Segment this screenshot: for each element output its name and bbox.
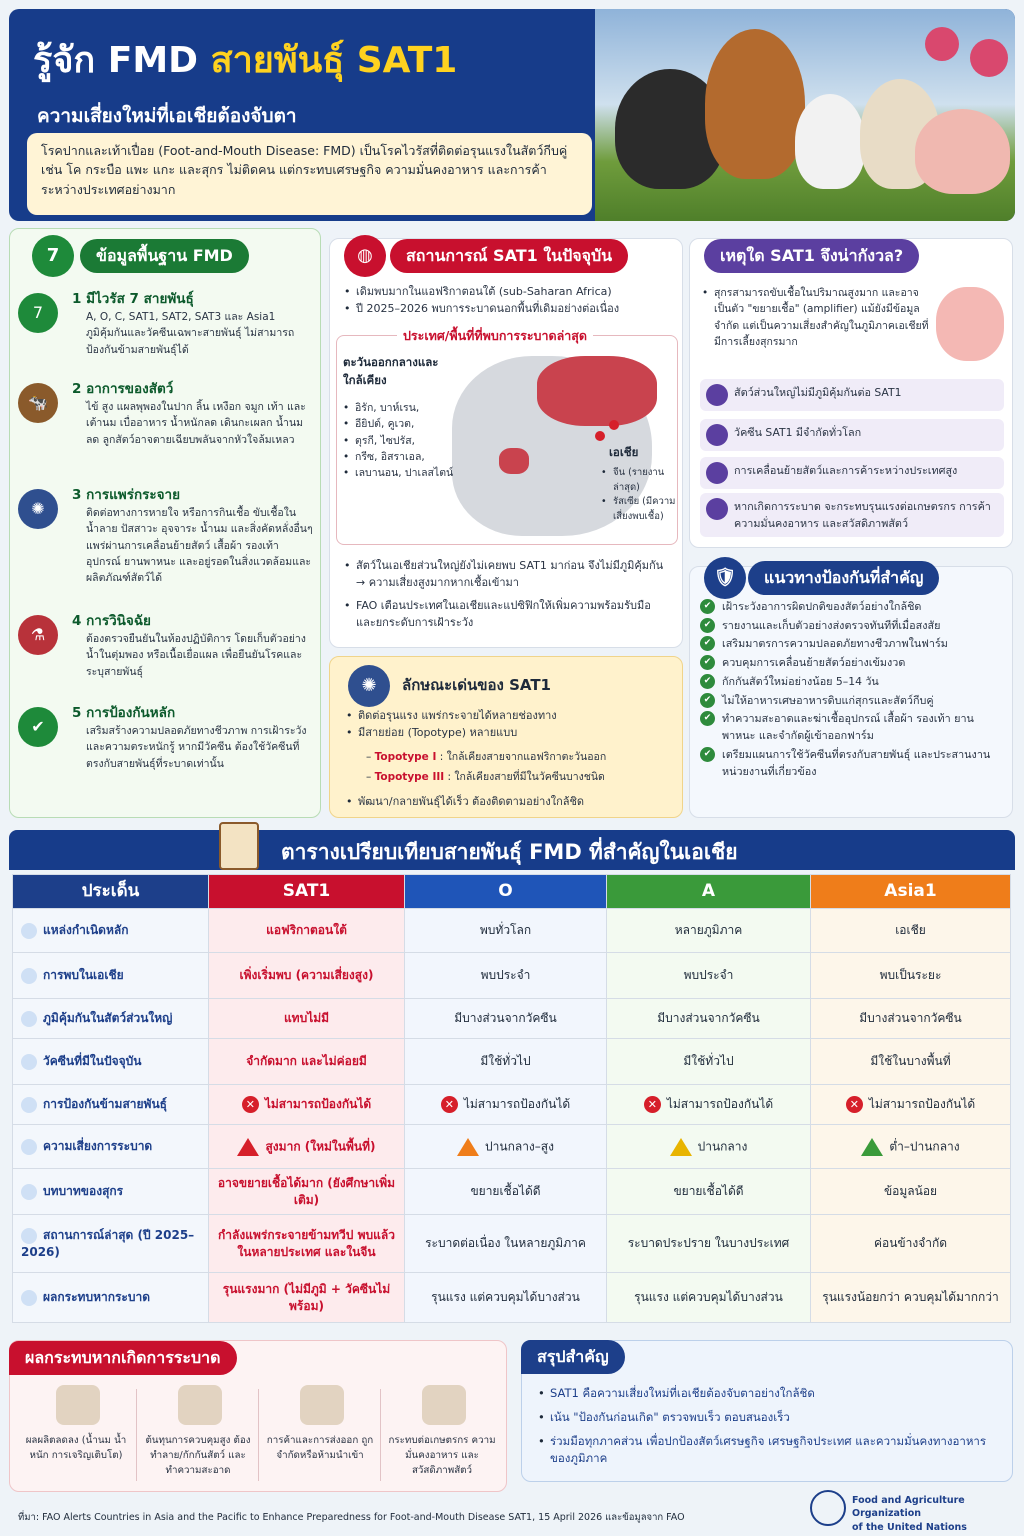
list-item: • มีสายย่อย (Topotype) หลายแบบ <box>346 724 676 741</box>
table-cell <box>607 1215 811 1273</box>
cell-text: หลายภูมิภาค <box>674 923 743 938</box>
situation-panel <box>329 238 683 648</box>
table-cell <box>607 1039 811 1085</box>
cell-text: รุนแรง แต่ควบคุมได้บางส่วน <box>431 1290 580 1305</box>
table-row <box>13 1215 1011 1273</box>
check-icon <box>21 1097 37 1113</box>
table-cell <box>405 1085 607 1125</box>
impact-item-text: การค้าและการส่งออก ถูกจำกัดหรือห้ามนำเข้า <box>266 1435 374 1462</box>
why-point <box>700 379 1004 411</box>
list-item: • ร่วมมือทุกภาคส่วน เพื่อปกป้องสัตว์เศรษฐกิจ เศรษฐกิจประเทศ และความมั่นคงทางอาหารของภูมิภาค <box>538 1433 1000 1469</box>
row-label <box>13 1085 209 1125</box>
table-cell <box>811 1125 1011 1169</box>
row-label-text: บทบาทของสุกร <box>43 1184 124 1199</box>
cell-text: ไม่สามารถป้องกันได้ <box>264 1097 372 1111</box>
x-icon: ✕ <box>242 1096 259 1113</box>
test-tube-icon: ⚗ <box>18 615 58 655</box>
cell-text: มีใช้ทั่วไป <box>480 1054 531 1069</box>
why-point-text: หากเกิดการระบาด จะกระทบรุนแรงต่อเกษตรกร การค้า ความมั่นคงอาหาร และสวัสดิภาพสัตว์ <box>734 500 991 530</box>
fao-logo-icon <box>810 1490 846 1526</box>
features-list <box>346 707 676 741</box>
situation-heading: สถานการณ์ SAT1 ในปัจจุบัน <box>390 239 628 273</box>
table-cell <box>209 1169 405 1215</box>
table-cell <box>405 1215 607 1273</box>
cell-text: แทบไม่มี <box>283 1011 330 1026</box>
table-cell <box>607 953 811 999</box>
table-row <box>13 909 1011 953</box>
table-cell <box>811 953 1011 999</box>
basics-item-text: A, O, C, SAT1, SAT2, SAT3 และ Asia1 ภูมิคุ้มกันและวัคซีนเฉพาะสายพันธุ์ ไม่สามารถป้องกันข้ามสายพันธุ์ได้ <box>86 311 295 356</box>
table-cell <box>811 1273 1011 1323</box>
x-icon: ✕ <box>644 1096 661 1113</box>
topotype-1: – Topotype I : ใกล้เคียงสายจากแอฟริกาตะวันออก <box>366 751 607 763</box>
page-title: รู้จัก FMD สายพันธุ์ SAT1 <box>33 40 458 81</box>
globe-icon <box>21 923 37 939</box>
cell-text: พบประจำ <box>683 968 734 983</box>
basics-item-text: เสริมสร้างความปลอดภัยทางชีวภาพ การเฝ้าระวัง และความตระหนักรู้ หากมีวัคซีน ต้องใช้วัคซีนที่ตรงกับสายพันธุ์ที่ระบาดเท่านั้น <box>86 725 307 770</box>
impact-item-text: ผลผลิตลดลง (น้ำนม น้ำหนัก การเจริญเติบโต) <box>25 1435 127 1462</box>
features-panel <box>329 656 683 818</box>
list-item: • กรีซ, อิสราเอล, <box>343 449 463 465</box>
impact-heading: ผลกระทบหากเกิดการระบาด <box>9 1341 237 1375</box>
middle-east-highlight <box>499 448 529 474</box>
cell-text: มีบางส่วนจากวัคซีน <box>454 1011 557 1026</box>
truck-icon <box>706 462 728 484</box>
why-point-text: วัคซีน SAT1 มีจำกัดทั่วโลก <box>734 426 862 439</box>
table-cell <box>209 999 405 1039</box>
impact-item-text: ต้นทุนการควบคุมสูง ต้องทำลาย/กักกันสัตว์ และทำความสะอาด <box>145 1435 251 1477</box>
table-cell <box>209 1085 405 1125</box>
table-cell <box>811 999 1011 1039</box>
cell-text: ระบาดประปราย ในบางประเทศ <box>627 1236 790 1251</box>
row-label-text: สถานการณ์ล่าสุด (ปี 2025–2026) <box>21 1228 195 1259</box>
list-item: ✔ เตรียมแผนการใช้วัคซีนที่ตรงกับสายพันธุ์ และประสานงานหน่วยงานที่เกี่ยวข้อง <box>700 747 1006 780</box>
list-item: ✔ เฝ้าระวังอาการผิดปกติของสัตว์อย่างใกล้ชิด <box>700 599 1006 616</box>
list-item: • สัตว์ในเอเชียส่วนใหญ่ยังไม่เคยพบ SAT1 มาก่อน จึงไม่มีภูมิคุ้มกัน → ความเสี่ยงสูงมากหากเชื้อเข้ามา <box>344 557 674 591</box>
table-cell <box>405 1125 607 1169</box>
topotype-3: – Topotype III : ใกล้เคียงสายที่มีในวัคซีนบางชนิด <box>366 771 605 783</box>
col-header: SAT1 <box>209 875 405 909</box>
why-point-text: การเคลื่อนย้ายสัตว์และการค้าระหว่างประเทศสูง <box>734 464 958 477</box>
summary-panel <box>521 1340 1013 1482</box>
row-label <box>13 1169 209 1215</box>
why-point <box>700 493 1004 537</box>
region-asia: เอเชีย <box>609 445 639 459</box>
list-item: • อียิปต์, คูเวต, <box>343 416 463 432</box>
row-label <box>13 1273 209 1323</box>
table-cell <box>209 1039 405 1085</box>
table-cell <box>405 1169 607 1215</box>
basics-item-text: ไข้ สูง แผลพุพองในปาก ลิ้น เหงือก จมูก เท้า และเต้านม เบื่ออาหาร น้ำหนักลด เดินกะเผลก น้ำนมลด ลูกสัตว์อาจตายเฉียบพลันจากหัวใจล้มเหลว <box>86 401 306 446</box>
syringe-icon <box>21 1054 37 1070</box>
row-label <box>13 999 209 1039</box>
list-item: • FAO เตือนประเทศในเอเชียและแปซิฟิกให้เพิ่มความพร้อมรับมือ และยกระดับการเฝ้าระวัง <box>344 597 674 631</box>
why-point <box>700 419 1004 451</box>
table-cell <box>607 1273 811 1323</box>
basics-item-title: 5 การป้องกันหลัก <box>72 705 176 721</box>
cell-text: รุนแรงมาก (ไม่มีภูมิ + วัคซีนไม่พร้อม) <box>222 1282 391 1313</box>
row-label-text: การป้องกันข้ามสายพันธุ์ <box>43 1097 167 1112</box>
table-row <box>13 1125 1011 1169</box>
seven-icon: 7 <box>18 293 58 333</box>
row-label <box>13 909 209 953</box>
why-text <box>702 285 930 350</box>
table-cell <box>405 999 607 1039</box>
list-item: • ตุรกี, ไซปรัส, <box>343 433 463 449</box>
clipboard-icon <box>219 822 259 870</box>
divider <box>136 1389 137 1481</box>
chart-icon <box>21 1228 37 1244</box>
row-label-text: วัคซีนที่มีในปัจจุบัน <box>43 1054 142 1069</box>
table-cell <box>209 1273 405 1323</box>
col-header: O <box>405 875 607 909</box>
table-row <box>13 1273 1011 1323</box>
page-subtitle: ความเสี่ยงใหม่ที่เอเชียต้องจับตา <box>37 105 297 127</box>
region-asia-list <box>601 466 679 525</box>
table-cell <box>607 1169 811 1215</box>
cell-text: อาจขยายเชื้อได้มาก (ยังศึกษาเพิ่มเติม) <box>217 1176 396 1207</box>
list-item: • เลบานอน, ปาเลสไตน์ <box>343 465 463 481</box>
russia-highlight <box>537 356 657 426</box>
impact-panel <box>9 1340 507 1492</box>
cell-text: ค่อนข้างจำกัด <box>873 1236 948 1251</box>
prevent-heading: แนวทางป้องกันที่สำคัญ <box>748 561 939 595</box>
table-row <box>13 1085 1011 1125</box>
table-heading-bar <box>9 830 1015 870</box>
table-cell <box>209 1215 405 1273</box>
virus-icon: ✺ <box>18 489 58 529</box>
why-heading: เหตุใด SAT1 จึงน่ากังวล? <box>704 239 919 273</box>
situation-bullets <box>344 283 674 317</box>
basics-panel <box>9 228 321 818</box>
features-heading: ลักษณะเด่นของ SAT1 <box>402 676 551 694</box>
basics-item-title: 4 การวินิจฉัย <box>72 613 151 629</box>
warning-icon <box>861 1138 883 1156</box>
col-header: ประเด็น <box>13 875 209 909</box>
warning-icon <box>457 1138 479 1156</box>
clock-icon <box>706 384 728 406</box>
outbreak-map <box>336 328 678 545</box>
cell-text: พบเป็นระยะ <box>879 968 942 983</box>
cell-text: ไม่สามารถป้องกันได้ <box>463 1097 571 1111</box>
cell-text: กำลังแพร่กระจายข้ามทวีป พบแล้วในหลายประเทศ และในจีน <box>218 1228 395 1259</box>
row-label <box>13 1039 209 1085</box>
prevent-list <box>700 599 1006 782</box>
seven-icon: 7 <box>32 235 74 277</box>
cell-text: พบประจำ <box>480 968 531 983</box>
basics-item-text: ติดต่อทางการหายใจ หรือการกินเชื้อ ขับเชื้อในน้ำลาย ปัสสาวะ อุจจาระ น้ำนม และสิ่งคัดหลั่งอื่นๆ แพร่ผ่านการเคลื่อนย้ายสัตว์ เสื้อผ้า รองเท้า อุปกรณ์ ยานพาหนะ และอยู่รอดในสิ่งแวดล้อมและผลิตภัณฑ์สัตว์ได้ <box>86 507 313 585</box>
table-cell <box>811 1039 1011 1085</box>
table-row <box>13 1169 1011 1215</box>
cell-text: จำกัดมาก และไม่ค่อยมี <box>246 1054 367 1069</box>
table-heading: ตารางเปรียบเทียบสายพันธุ์ FMD ที่สำคัญในเอเชีย <box>281 840 738 864</box>
list-item: • ติดต่อรุนแรง แพร่กระจายได้หลายช่องทาง <box>346 707 676 724</box>
list-item: • รัสเซีย (มีความเสี่ยงพบเชื้อ) <box>601 495 679 524</box>
cell-text: เพิ่งเริ่มพบ (ความเสี่ยงสูง) <box>239 968 374 983</box>
basics-item-title: 2 อาการของสัตว์ <box>72 381 174 397</box>
warning-icon <box>21 1290 37 1306</box>
cell-text: มีบางส่วนจากวัคซีน <box>859 1011 962 1026</box>
row-label-text: แหล่งกำเนิดหลัก <box>43 923 129 938</box>
divider <box>258 1389 259 1481</box>
livestock-photo <box>595 9 1015 221</box>
header-banner <box>9 9 1015 221</box>
list-item: ✔ เสริมมาตรการความปลอดภัยทางชีวภาพในฟาร์ม <box>700 636 1006 653</box>
cell-text: ปานกลาง–สูง <box>485 1139 554 1153</box>
list-item: • สุกรสามารถขับเชื้อในปริมาณสูงมาก และอาจเป็นตัว "ขยายเชื้อ" (amplifier) แม้ยังมีข้อมูลจำกัด แต่เป็นความเสี่ยงสำคัญในภูมิภาคเอเชียที่มีการเลี้ยงสุกรมาก <box>702 285 930 350</box>
why-point <box>700 457 1004 489</box>
table-cell <box>811 1215 1011 1273</box>
farmer-icon <box>422 1385 466 1425</box>
row-label-text: ผลกระทบหากระบาด <box>43 1290 151 1305</box>
pig-icon <box>936 287 1004 361</box>
list-item: • พัฒนา/กลายพันธุ์ได้เร็ว ต้องติดตามอย่างใกล้ชิด <box>346 793 676 810</box>
syringe-icon <box>706 424 728 446</box>
list-item: • อิรัก, บาห์เรน, <box>343 400 463 416</box>
row-label-text: ภูมิคุ้มกันในสัตว์ส่วนใหญ่ <box>43 1011 173 1026</box>
row-label-text: ความเสี่ยงการระบาด <box>43 1139 153 1154</box>
list-item: ✔ กักกันสัตว์ใหม่อย่างน้อย 5–14 วัน <box>700 674 1006 691</box>
list-item: • SAT1 คือความเสี่ยงใหม่ที่เอเชียต้องจับตาอย่างใกล้ชิด <box>538 1385 1000 1403</box>
milk-cow-icon <box>56 1385 100 1425</box>
list-item: ✔ ควบคุมการเคลื่อนย้ายสัตว์อย่างเข้มงวด <box>700 655 1006 672</box>
list-item: • จีน (รายงานล่าสุด) <box>601 466 679 495</box>
cell-text: มีใช้ในบางพื้นที่ <box>870 1054 951 1069</box>
col-header: A <box>607 875 811 909</box>
cell-text: ข้อมูลน้อย <box>883 1184 938 1199</box>
row-label <box>13 1125 209 1169</box>
table-cell <box>607 1125 811 1169</box>
globe-icon <box>21 968 37 984</box>
list-item: ✔ รายงานและเก็บตัวอย่างส่งตรวจทันทีที่เมื่อสงสัย <box>700 618 1006 635</box>
situation-bullets-2 <box>344 557 674 631</box>
cell-text: ไม่สามารถป้องกันได้ <box>868 1097 976 1111</box>
table-cell <box>811 1169 1011 1215</box>
x-icon: ✕ <box>441 1096 458 1113</box>
alert-icon <box>21 1139 37 1155</box>
pig-icon <box>21 1184 37 1200</box>
table-cell <box>209 1125 405 1169</box>
farmer-icon <box>706 498 728 520</box>
row-label <box>13 1215 209 1273</box>
divider <box>380 1389 381 1481</box>
map-title: ประเทศ/พื้นที่ที่พบการระบาดล่าสุด <box>397 326 593 346</box>
source-text: ที่มา: FAO Alerts Countries in Asia and the Pacific to Enhance Preparedness for Foot-and-Mouth Disease SAT1, 15 April 2026 และข้อมูลจาก FAO <box>18 1512 685 1523</box>
pin-icon <box>595 431 605 441</box>
pin-icon <box>609 420 619 430</box>
row-label-text: การพบในเอเชีย <box>43 968 124 983</box>
x-icon: ✕ <box>846 1096 863 1113</box>
trade-icon <box>300 1385 344 1425</box>
cow-icon: 🐄 <box>18 383 58 423</box>
cost-icon <box>178 1385 222 1425</box>
list-item: • ปี 2025–2026 พบการระบาดนอกพื้นที่เดิมอย่างต่อเนื่อง <box>344 300 674 317</box>
impact-item-text: กระทบต่อเกษตรกร ความมั่นคงอาหาร และสวัสดิภาพสัตว์ <box>388 1435 496 1477</box>
summary-list <box>538 1385 1000 1468</box>
list-item: • เดิมพบมากในแอฟริกาตอนใต้ (sub-Saharan Africa) <box>344 283 674 300</box>
virus-icon: ✺ <box>348 665 390 707</box>
cell-text: มีใช้ทั่วไป <box>683 1054 734 1069</box>
table-cell <box>607 909 811 953</box>
list-item: ✔ ทำความสะอาดและฆ่าเชื้ออุปกรณ์ เสื้อผ้า รองเท้า ยานพาหนะ และจำกัดผู้เข้าออกฟาร์ม <box>700 711 1006 744</box>
cell-text: มีบางส่วนจากวัคซีน <box>657 1011 760 1026</box>
region-middle-east-list <box>343 400 463 481</box>
table-cell <box>209 953 405 999</box>
basics-item-title: 1 มีไวรัส 7 สายพันธุ์ <box>72 291 194 307</box>
warning-icon <box>237 1138 259 1156</box>
shield-icon: ✔ <box>18 707 58 747</box>
basics-item-title: 3 การแพร่กระจาย <box>72 487 181 503</box>
table-row <box>13 1039 1011 1085</box>
cell-text: เอเชีย <box>895 923 926 938</box>
table-cell <box>607 1085 811 1125</box>
table-cell <box>405 1273 607 1323</box>
prevent-panel <box>689 566 1013 818</box>
row-label <box>13 953 209 999</box>
cell-text: ไม่สามารถป้องกันได้ <box>666 1097 774 1111</box>
table-cell <box>405 909 607 953</box>
cell-text: สูงมาก (ใหม่ในพื้นที่) <box>265 1139 376 1153</box>
cell-text: ปานกลาง <box>697 1139 748 1153</box>
why-point-text: สัตว์ส่วนใหญ่ไม่มีภูมิคุ้มกันต่อ SAT1 <box>734 386 902 399</box>
table-row <box>13 999 1011 1039</box>
list-item: • เน้น "ป้องกันก่อนเกิด" ตรวจพบเร็ว ตอบสนองเร็ว <box>538 1409 1000 1427</box>
cell-text: รุนแรงน้อยกว่า ควบคุมได้มากกว่า <box>822 1290 999 1305</box>
intro-text: โรคปากและเท้าเปื่อย (Foot-and-Mouth Disease: FMD) เป็นโรคไวรัสที่ติดต่อรุนแรงในสัตว์กีบคู่ เช่น โค กระบือ แพะ แกะ และสุกร ไม่ติดคน แต่กระทบเศรษฐกิจ ความมั่นคงอาหาร และการค้าระหว่างประเทศอย่างมาก <box>27 133 592 215</box>
table-row <box>13 953 1011 999</box>
cell-text: ระบาดต่อเนื่อง ในหลายภูมิภาค <box>425 1236 586 1251</box>
basics-heading: ข้อมูลพื้นฐาน FMD <box>80 239 249 273</box>
cell-text: ขยายเชื้อได้ดี <box>470 1184 541 1199</box>
map-icon <box>21 1011 37 1027</box>
globe-icon: ◍ <box>344 235 386 277</box>
cell-text: แอฟริกาตอนใต้ <box>266 923 347 938</box>
features-last <box>346 793 676 810</box>
table-cell <box>405 1039 607 1085</box>
cell-text: ต่ำ–ปานกลาง <box>889 1139 960 1153</box>
region-middle-east: ตะวันออกกลางและใกล้เคียง <box>343 355 439 387</box>
warning-icon <box>670 1138 692 1156</box>
cell-text: ขยายเชื้อได้ดี <box>673 1184 744 1199</box>
comparison-table <box>12 874 1010 1326</box>
basics-item-text: ต้องตรวจยืนยันในห้องปฏิบัติการ โดยเก็บตัวอย่างน้ำในตุ่มพอง หรือเนื้อเยื่อแผล เพื่อยืนยันโรคและระบุสายพันธุ์ <box>86 633 306 678</box>
table-cell <box>811 1085 1011 1125</box>
cell-text: พบทั่วโลก <box>479 923 532 938</box>
table-cell <box>209 909 405 953</box>
list-item: ✔ ไม่ให้อาหารเศษอาหารดิบแก่สุกรและสัตว์กีบคู่ <box>700 693 1006 710</box>
shield-icon: 🛡 <box>704 557 746 599</box>
fao-name: Food and Agriculture Organization of the United Nations <box>852 1495 967 1533</box>
why-panel <box>689 238 1013 548</box>
cell-text: รุนแรง แต่ควบคุมได้บางส่วน <box>634 1290 783 1305</box>
col-header: Asia1 <box>811 875 1011 909</box>
summary-heading: สรุปสำคัญ <box>521 1340 625 1374</box>
table-cell <box>405 953 607 999</box>
table-cell <box>607 999 811 1039</box>
table-cell <box>811 909 1011 953</box>
virus-icon <box>970 39 1008 77</box>
virus-icon <box>925 27 959 61</box>
